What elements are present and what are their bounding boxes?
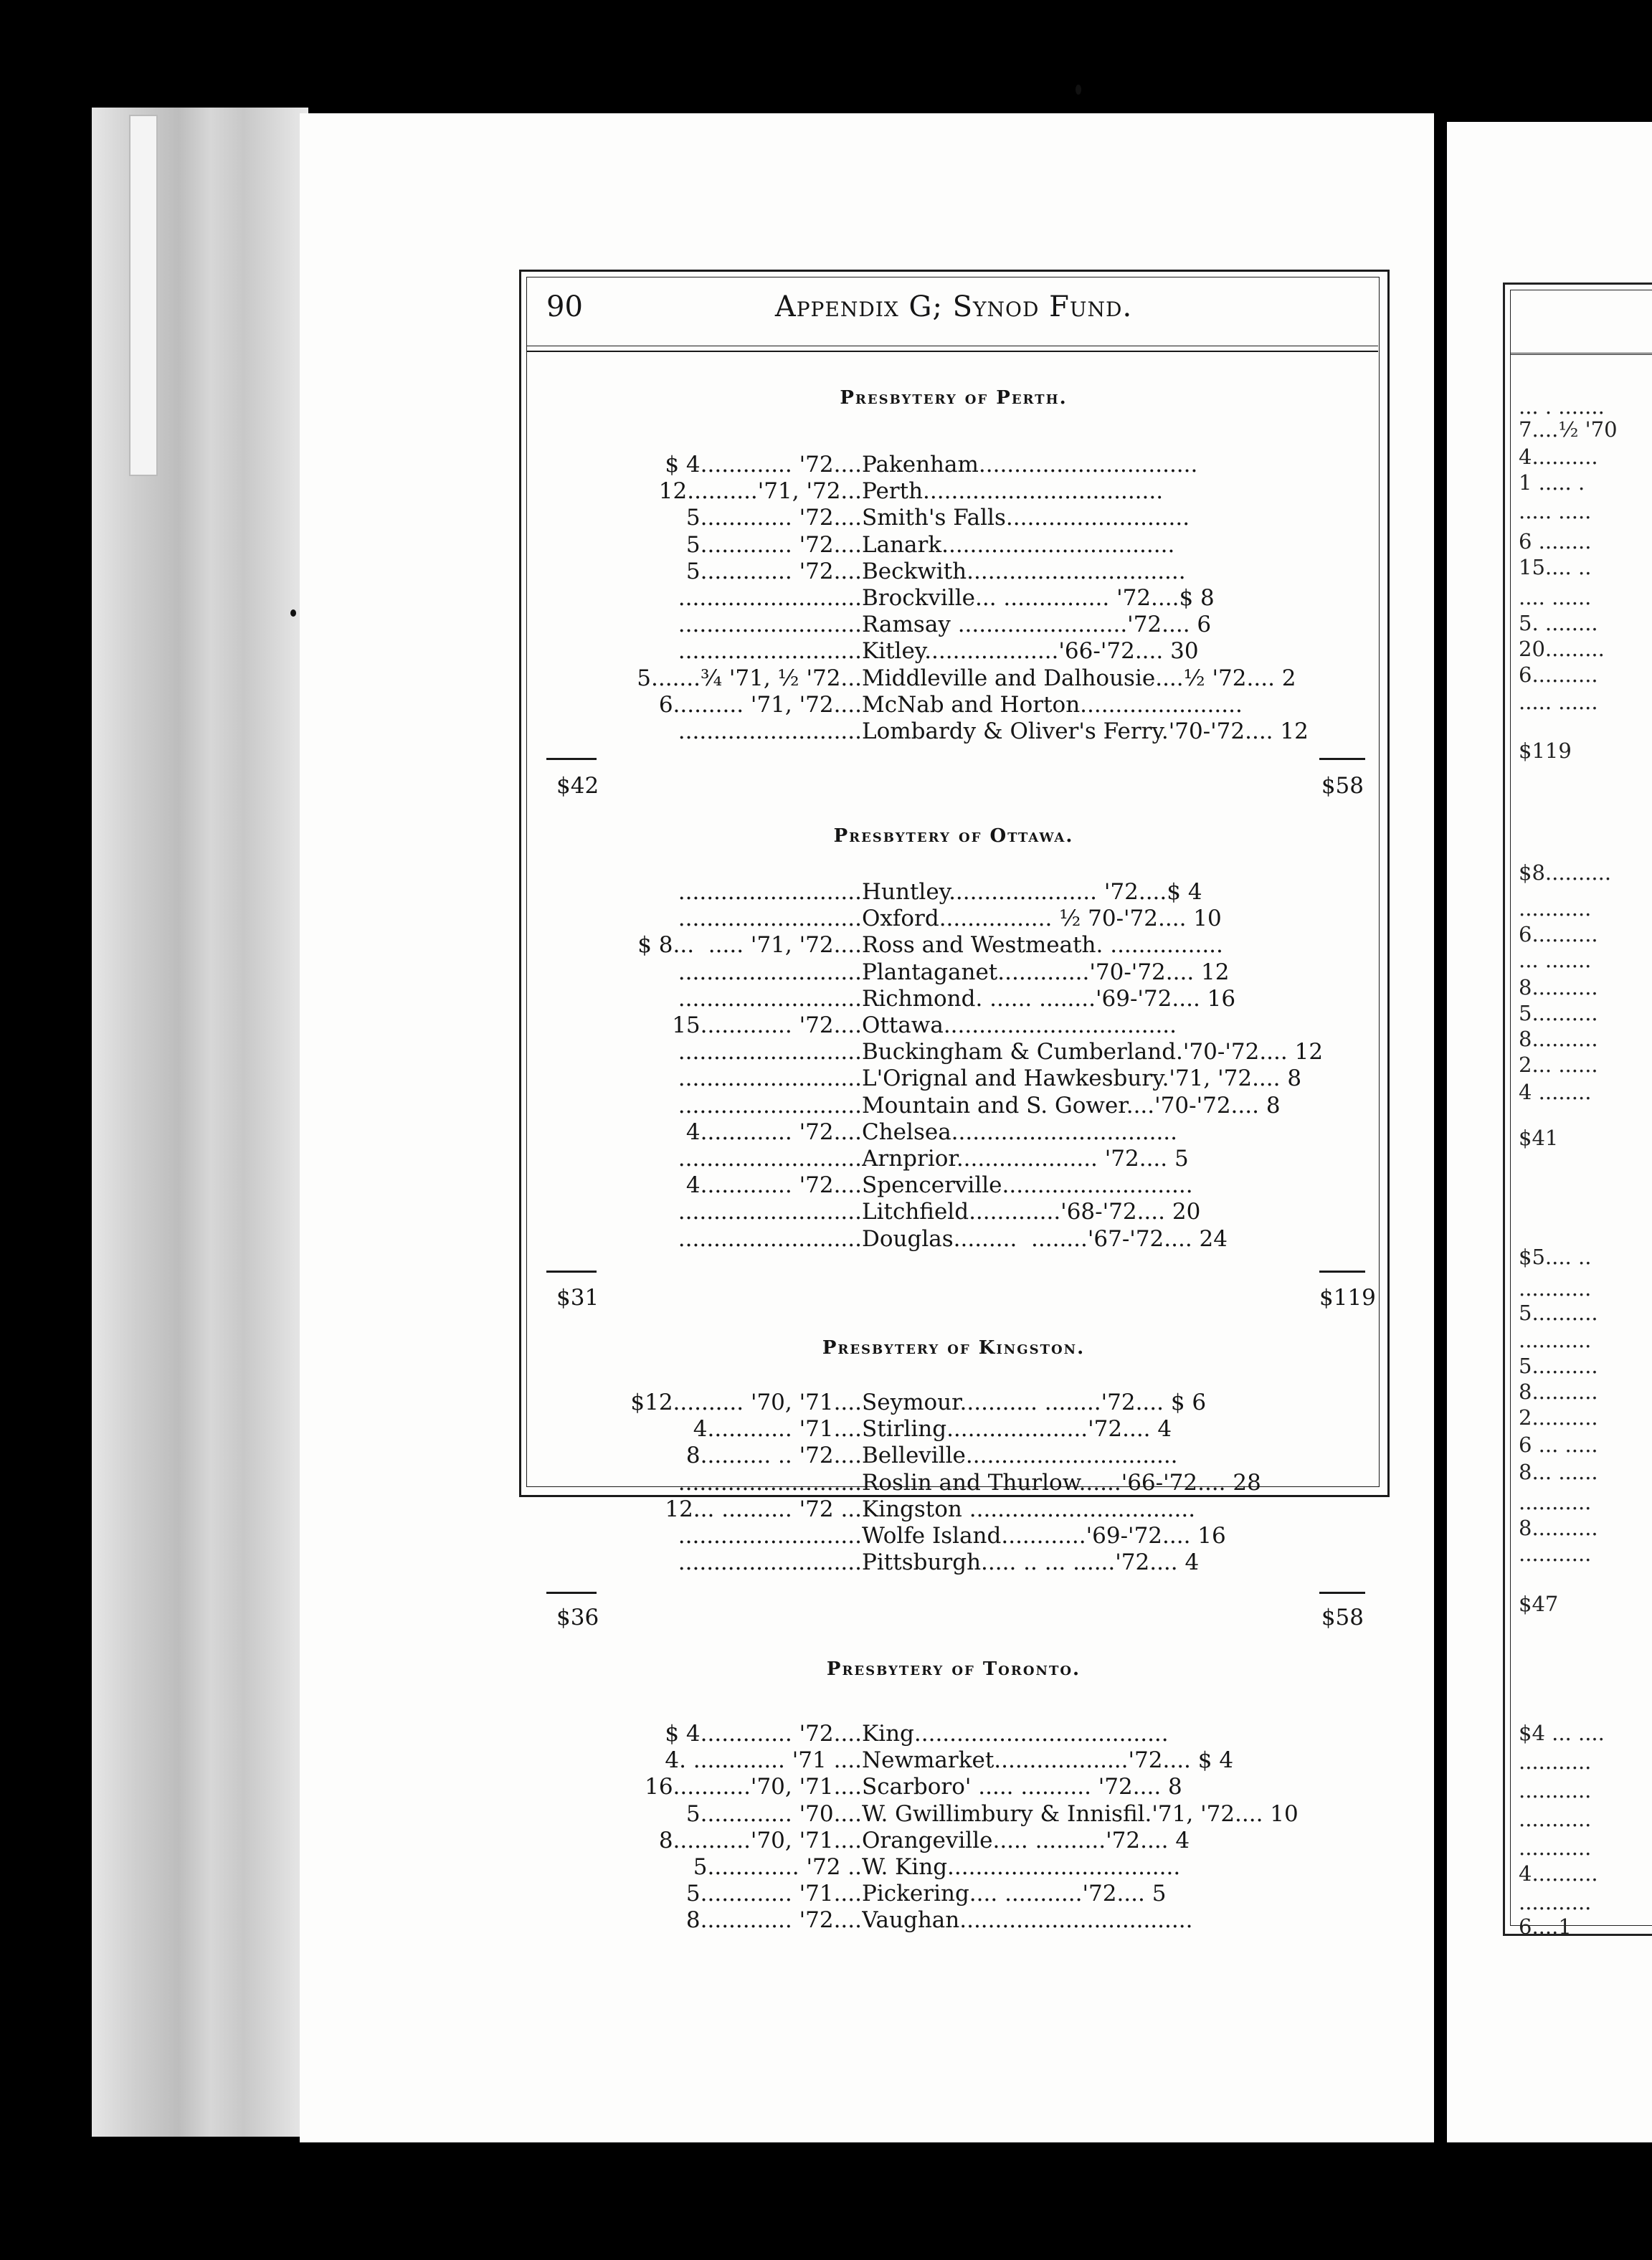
- congregation-cell: Douglas......... ........'67-'72.... 24: [862, 1225, 1228, 1252]
- page-speck: [290, 609, 296, 617]
- contribution-cell: ..........................: [678, 1469, 862, 1496]
- congregation-cell: Arnprior.................... '72.... 5: [862, 1146, 1189, 1172]
- adjacent-page-line: 20.........: [1519, 637, 1605, 661]
- adjacent-page-line: $119: [1519, 739, 1572, 763]
- adjacent-page-line: 4 ........: [1519, 1080, 1592, 1104]
- congregation-cell: Chelsea................................: [862, 1119, 1178, 1145]
- contribution-cell: 8.......... .. '72....: [685, 1443, 862, 1469]
- table-row: [546, 1119, 1365, 1145]
- total-left: $42: [556, 773, 599, 799]
- adjacent-page-line: ...........: [1519, 1890, 1592, 1914]
- congregation-cell: Orangeville..... ..........'72.... 4: [862, 1827, 1190, 1853]
- table-row: [546, 1416, 1365, 1442]
- adjacent-page-line: 2... ......: [1519, 1053, 1598, 1077]
- table-row: [546, 906, 1365, 931]
- table-row: [546, 1470, 1365, 1496]
- congregation-cell: Kitley...................'66-'72.... 30: [862, 638, 1199, 665]
- table-row: [546, 452, 1365, 478]
- adjacent-page-line: ...........: [1519, 1542, 1592, 1566]
- right-page-header-rule: [1510, 353, 1652, 355]
- total-right: $119: [1319, 1285, 1376, 1311]
- adjacent-page-line: $5.... ..: [1519, 1245, 1592, 1269]
- adjacent-page-line: 5..........: [1519, 1301, 1598, 1325]
- congregation-cell: Vaughan.................................: [862, 1907, 1193, 1934]
- header-rule: [526, 346, 1378, 352]
- contribution-cell: 5............. '72....: [685, 505, 862, 531]
- contribution-cell: ..........................: [678, 1039, 862, 1065]
- congregation-cell: Mountain and S. Gower....'70-'72.... 8: [862, 1092, 1281, 1119]
- table-row: [546, 1721, 1365, 1747]
- contribution-cell: 5............. '71....: [685, 1881, 862, 1907]
- adjacent-page-line: 6 ........: [1519, 529, 1592, 554]
- table-row: [546, 1549, 1365, 1575]
- adjacent-page-line: ...........: [1519, 1807, 1592, 1831]
- congregation-cell: Smith's Falls..........................: [862, 505, 1190, 531]
- congregation-cell: McNab and Horton.......................: [862, 691, 1243, 718]
- table-row: [546, 1774, 1365, 1800]
- adjacent-page-line: 6..........: [1519, 922, 1598, 946]
- adjacent-page-line: ...........: [1519, 1836, 1592, 1860]
- table-row: [546, 986, 1365, 1012]
- table-row: [546, 1390, 1365, 1415]
- adjacent-page-line: ...........: [1519, 1749, 1592, 1774]
- adjacent-page-line: .... ......: [1519, 585, 1592, 609]
- adjacent-page-line: $8..........: [1519, 860, 1612, 885]
- contribution-cell: ..........................: [678, 1199, 862, 1225]
- congregation-cell: Oxford................ ½ 70-'72.... 10: [862, 906, 1222, 932]
- contribution-cell: $ 4............. '72....: [665, 1721, 862, 1747]
- adjacent-page-line: 6 ... .....: [1519, 1433, 1598, 1457]
- table-row: [546, 1172, 1365, 1198]
- adjacent-page-line: 7....½ '70: [1519, 417, 1618, 442]
- section-title: Presbytery of Toronto.: [826, 1658, 1081, 1680]
- adjacent-page-line: 6..........: [1519, 663, 1598, 687]
- table-row: [546, 1907, 1365, 1933]
- adjacent-page-line: 4..........: [1519, 445, 1598, 469]
- table-row: [546, 1881, 1365, 1907]
- congregation-cell: Pickering.... ...........'72.... 5: [862, 1881, 1167, 1907]
- table-row: [546, 1747, 1365, 1773]
- adjacent-page-line: 8... ......: [1519, 1460, 1598, 1484]
- table-row: [546, 1093, 1365, 1119]
- congregation-cell: Stirling....................'72.... 4: [862, 1416, 1172, 1443]
- total-left: $36: [556, 1605, 599, 1630]
- adjacent-page-line: ...........: [1519, 1490, 1592, 1514]
- contribution-cell: ..........................: [678, 718, 862, 744]
- contribution-cell: 8...........'70, '71....: [658, 1827, 862, 1853]
- total-rule-left: [546, 1271, 597, 1273]
- congregation-cell: Brockville... ............... '72....$ 8: [862, 585, 1215, 611]
- table-row: [546, 1146, 1365, 1172]
- adjacent-page-line: 5..........: [1519, 1354, 1598, 1378]
- table-row: [546, 1039, 1365, 1065]
- contribution-cell: 12... .......... '72 ...: [665, 1496, 862, 1522]
- adjacent-page-line: 8..........: [1519, 975, 1598, 1000]
- table-row: [546, 1801, 1365, 1827]
- adjacent-page-line: $47: [1519, 1592, 1559, 1616]
- table-row: [546, 1854, 1365, 1880]
- congregation-cell: Richmond. ...... ........'69-'72.... 16: [862, 985, 1236, 1012]
- table-row: [546, 1065, 1365, 1091]
- total-right: $58: [1321, 1605, 1364, 1630]
- table-row: [546, 1496, 1365, 1522]
- table-row: [546, 959, 1365, 985]
- congregation-cell: Beckwith...............................: [862, 558, 1186, 584]
- congregation-cell: Perth..................................: [862, 478, 1164, 505]
- adjacent-page-line: 5. ........: [1519, 611, 1598, 635]
- book-page-edges: [92, 108, 308, 2137]
- contribution-cell: 5............. '72 ..: [693, 1854, 862, 1880]
- table-row: [546, 1226, 1365, 1252]
- congregation-cell: Scarboro' ..... .......... '72.... 8: [862, 1774, 1182, 1800]
- contribution-cell: 4............. '72....: [685, 1172, 862, 1199]
- total-rule-right: [1319, 1271, 1365, 1273]
- page-marker-strip: [129, 115, 158, 476]
- contribution-cell: ..........................: [678, 1549, 862, 1576]
- contribution-cell: ..........................: [678, 985, 862, 1012]
- contribution-cell: 12..........'71, '72...: [658, 478, 862, 505]
- congregation-cell: Plantaganet.............'70-'72.... 12: [862, 959, 1230, 985]
- table-row: [546, 665, 1365, 691]
- table-row: [546, 718, 1365, 744]
- contribution-cell: ..........................: [678, 879, 862, 905]
- contribution-cell: ..........................: [678, 1225, 862, 1252]
- total-rule-left: [546, 758, 597, 760]
- table-row: [546, 1523, 1365, 1549]
- table-row: [546, 932, 1365, 958]
- congregation-cell: Lanark.................................: [862, 531, 1175, 558]
- congregation-cell: Belleville..............................: [862, 1443, 1178, 1469]
- table-row: [546, 1443, 1365, 1468]
- table-row: [546, 532, 1365, 558]
- contribution-cell: 4............. '72....: [685, 1119, 862, 1145]
- congregation-cell: Ottawa.................................: [862, 1012, 1177, 1038]
- adjacent-page-line: 8..........: [1519, 1380, 1598, 1404]
- adjacent-page-line: 1 ..... .: [1519, 470, 1585, 495]
- adjacent-page-line: 8..........: [1519, 1027, 1598, 1051]
- adjacent-page-line: $41: [1519, 1126, 1559, 1150]
- contribution-cell: 6.......... '71, '72....: [658, 691, 862, 718]
- congregation-cell: L'Orignal and Hawkesbury.'71, '72.... 8: [862, 1065, 1302, 1092]
- congregation-cell: Ross and Westmeath. ................: [862, 932, 1223, 959]
- table-row: [546, 1199, 1365, 1225]
- adjacent-page-line: ...........: [1519, 1778, 1592, 1803]
- contribution-cell: 4. ............. '71 ....: [665, 1747, 862, 1774]
- contribution-cell: ..........................: [678, 612, 862, 638]
- contribution-cell: ..........................: [678, 1065, 862, 1092]
- congregation-cell: King....................................: [862, 1721, 1169, 1747]
- congregation-cell: W. King.................................: [862, 1854, 1181, 1880]
- contribution-cell: 5.......¾ '71, ½ '72...: [637, 665, 862, 691]
- congregation-cell: Middleville and Dalhousie....½ '72.... 2: [862, 665, 1296, 691]
- congregation-cell: Wolfe Island............'69-'72.... 16: [862, 1523, 1226, 1549]
- contribution-cell: $ 4............. '72....: [665, 452, 862, 478]
- total-rule-right: [1319, 1592, 1365, 1594]
- adjacent-page-line: 15.... ..: [1519, 555, 1592, 579]
- congregation-cell: Pittsburgh..... .. ... ......'72.... 4: [862, 1549, 1200, 1576]
- contribution-cell: 4............ '71....: [693, 1416, 862, 1443]
- congregation-cell: Ramsay ........................'72.... 6: [862, 612, 1212, 638]
- adjacent-page-line: ... .......: [1519, 948, 1592, 972]
- total-right: $58: [1321, 773, 1364, 799]
- contribution-cell: ..........................: [678, 638, 862, 665]
- congregation-cell: Pakenham...............................: [862, 452, 1198, 478]
- contribution-cell: ..........................: [678, 1146, 862, 1172]
- contribution-cell: 5............. '72....: [685, 531, 862, 558]
- adjacent-page-line: ..... ......: [1519, 690, 1598, 714]
- adjacent-page-line: ...........: [1519, 896, 1592, 921]
- contribution-cell: ..........................: [678, 959, 862, 985]
- page-speck: [1076, 85, 1081, 95]
- total-rule-right: [1319, 758, 1365, 760]
- contribution-cell: 5............. '70....: [685, 1800, 862, 1827]
- section-title: Presbytery of Perth.: [840, 387, 1068, 409]
- congregation-cell: Spencerville...........................: [862, 1172, 1193, 1199]
- page-number: 90: [546, 290, 583, 323]
- adjacent-page-line: 5..........: [1519, 1001, 1598, 1025]
- contribution-cell: ..........................: [678, 1523, 862, 1549]
- contribution-cell: 8............. '72....: [685, 1907, 862, 1934]
- table-row: [546, 559, 1365, 584]
- running-title: Appendix G; Synod Fund.: [774, 290, 1133, 323]
- congregation-cell: Kingston ................................: [862, 1496, 1196, 1522]
- adjacent-page-line: ..... .....: [1519, 499, 1592, 523]
- section-title: Presbytery of Ottawa.: [833, 825, 1074, 847]
- adjacent-page-line: $4 ... ....: [1519, 1721, 1605, 1745]
- congregation-cell: Lombardy & Oliver's Ferry.'70-'72.... 12: [862, 718, 1309, 744]
- table-row: [546, 585, 1365, 611]
- congregation-cell: Buckingham & Cumberland.'70-'72.... 12: [862, 1039, 1324, 1065]
- total-left: $31: [556, 1285, 599, 1311]
- table-row: [546, 1012, 1365, 1038]
- adjacent-page-line: ...........: [1519, 1276, 1592, 1301]
- contribution-cell: 5............. '72....: [685, 558, 862, 584]
- table-row: [546, 1828, 1365, 1853]
- adjacent-page-line: 2..........: [1519, 1405, 1598, 1430]
- table-row: [546, 612, 1365, 637]
- section-title: Presbytery of Kingston.: [822, 1337, 1086, 1359]
- contribution-cell: $ 8... ..... '71, '72....: [637, 932, 862, 959]
- adjacent-page-line: 4..........: [1519, 1861, 1598, 1886]
- total-rule-left: [546, 1592, 597, 1594]
- congregation-cell: W. Gwillimbury & Innisfil.'71, '72.... 10: [862, 1800, 1299, 1827]
- congregation-cell: Seymour........... ........'72.... $ 6: [862, 1390, 1207, 1415]
- adjacent-page-line: ...........: [1519, 1328, 1592, 1352]
- contribution-cell: $12.......... '70, '71....: [630, 1390, 862, 1415]
- adjacent-page-line: ... . .......: [1519, 394, 1605, 419]
- table-row: [546, 505, 1365, 531]
- adjacent-page-line: 8..........: [1519, 1516, 1598, 1540]
- table-row: [546, 638, 1365, 664]
- contribution-cell: 15............. '72....: [672, 1012, 862, 1038]
- adjacent-page-line: 6....1: [1519, 1914, 1572, 1939]
- contribution-cell: ..........................: [678, 585, 862, 611]
- table-row: [546, 478, 1365, 504]
- congregation-cell: Newmarket...................'72.... $ 4: [862, 1747, 1234, 1774]
- congregation-cell: Roslin and Thurlow......'66-'72.... 28: [862, 1469, 1261, 1496]
- congregation-cell: Huntley..................... '72....$ 4: [862, 879, 1202, 905]
- contribution-cell: ..........................: [678, 1092, 862, 1119]
- table-row: [546, 879, 1365, 905]
- contribution-cell: ..........................: [678, 906, 862, 932]
- contribution-cell: 16...........'70, '71....: [645, 1774, 862, 1800]
- congregation-cell: Litchfield.............'68-'72.... 20: [862, 1199, 1201, 1225]
- table-row: [546, 692, 1365, 718]
